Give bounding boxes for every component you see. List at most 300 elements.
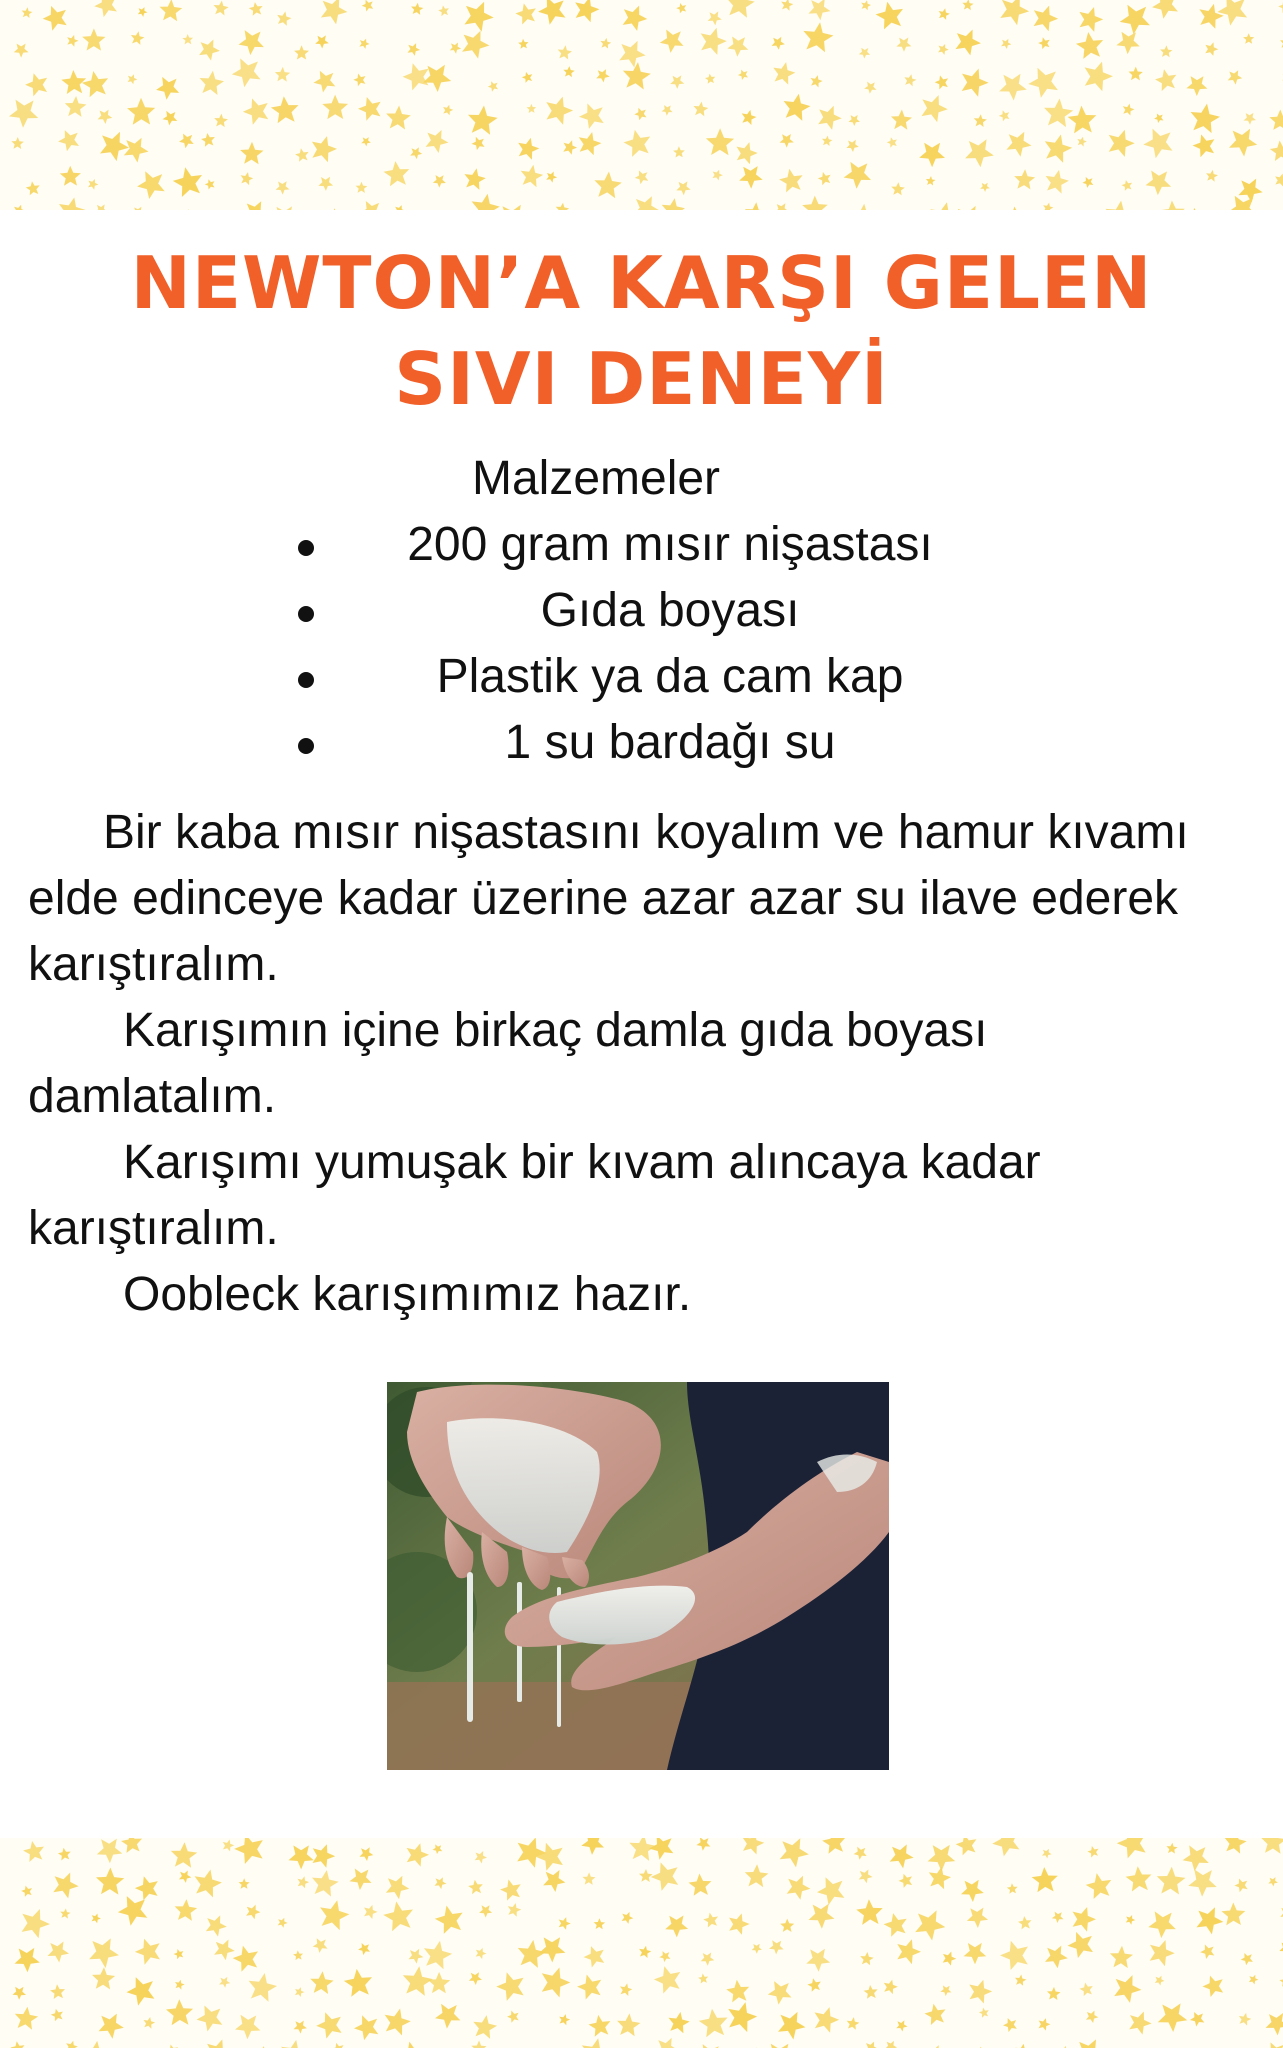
star-icon <box>156 77 179 100</box>
star-icon <box>1117 1838 1146 1858</box>
star-icon <box>298 1876 310 1888</box>
star-icon <box>861 0 871 10</box>
materials-item-label: 200 gram mısır nişastası <box>407 518 933 571</box>
star-icon <box>25 73 47 96</box>
star-icon <box>1152 0 1178 19</box>
star-icon <box>92 1967 115 1989</box>
star-icon <box>223 1840 234 1852</box>
star-icon <box>127 98 155 125</box>
star-icon <box>583 1872 596 1885</box>
star-icon <box>271 96 299 123</box>
star-icon <box>294 2021 307 2034</box>
star-icon <box>962 69 989 97</box>
star-icon <box>885 2041 897 2048</box>
star-icon <box>207 2039 232 2048</box>
star-icon <box>623 6 648 31</box>
star-icon <box>891 182 905 195</box>
materials-item <box>290 578 1010 644</box>
star-icon <box>1205 42 1218 56</box>
star-icon <box>1249 1975 1259 1985</box>
star-icon <box>235 2015 260 2039</box>
star-icon <box>896 2020 907 2031</box>
star-icon <box>546 172 557 183</box>
star-icon <box>938 44 949 55</box>
star-icon <box>1123 104 1135 116</box>
star-icon <box>1042 1849 1052 1859</box>
star-icon <box>859 1869 873 1883</box>
star-icon <box>472 194 500 210</box>
bullet-icon <box>298 672 314 688</box>
star-icon <box>802 196 828 210</box>
star-icon <box>974 114 987 127</box>
star-icon <box>808 0 830 20</box>
star-icon <box>96 1868 124 1895</box>
star-icon <box>131 31 145 45</box>
star-icon <box>234 1838 263 1864</box>
star-icon <box>890 1844 914 1868</box>
star-icon <box>89 1938 119 1968</box>
star-icon <box>577 1975 601 2000</box>
star-icon <box>656 2038 678 2048</box>
bullet-icon <box>298 738 314 754</box>
star-icon <box>803 22 833 52</box>
star-icon <box>660 30 684 53</box>
star-icon <box>43 6 67 31</box>
star-icon <box>205 179 215 189</box>
star-icon <box>623 62 651 89</box>
star-icon <box>50 1984 65 1999</box>
star-icon <box>859 48 870 59</box>
star-icon <box>1200 1945 1214 1960</box>
star-icon <box>1193 134 1215 157</box>
star-icon <box>670 75 684 89</box>
star-icon <box>1126 1866 1152 1891</box>
star-icon <box>314 71 336 93</box>
bullet-icon <box>298 540 314 556</box>
star-icon <box>61 70 86 94</box>
star-icon <box>295 1987 304 1997</box>
star-icon <box>522 72 533 83</box>
star-icon <box>1155 69 1176 91</box>
star-icon <box>955 206 984 210</box>
star-icon <box>915 1910 945 1940</box>
star-icon <box>849 115 861 126</box>
star-icon <box>930 202 958 210</box>
star-icon <box>527 104 537 113</box>
star-icon <box>806 1949 830 1972</box>
title-line-2: SIVI DENEYİ <box>394 337 889 421</box>
star-icon <box>784 94 811 121</box>
materials-item-label: Plastik ya da cam kap <box>436 650 904 703</box>
star-icon <box>94 0 117 17</box>
star-icon <box>320 1900 349 1930</box>
star-pattern-svg <box>0 1838 1283 2048</box>
star-icon <box>922 95 948 122</box>
star-icon <box>1150 1940 1175 1966</box>
star-icon <box>163 111 178 126</box>
star-pattern-svg <box>0 0 1283 210</box>
star-icon <box>1003 2018 1017 2032</box>
star-icon <box>423 65 451 92</box>
star-icon <box>1279 1975 1283 1986</box>
star-icon <box>864 1985 878 1999</box>
star-icon <box>904 74 916 86</box>
star-icon <box>596 69 609 82</box>
star-icon <box>1222 1903 1246 1926</box>
star-icon <box>1126 1915 1136 1925</box>
star-icon <box>864 82 876 94</box>
star-icon <box>313 1938 328 1953</box>
star-icon <box>1269 110 1283 131</box>
star-icon <box>361 137 371 146</box>
star-icon <box>383 1901 413 1931</box>
star-icon <box>1129 2012 1151 2035</box>
star-icon <box>435 1877 447 1889</box>
star-icon <box>1073 1907 1096 1932</box>
star-icon <box>137 171 165 199</box>
star-icon <box>322 95 348 120</box>
star-icon <box>579 132 602 155</box>
star-icon <box>1239 2013 1251 2026</box>
star-icon <box>219 1977 230 1988</box>
star-icon <box>962 0 973 10</box>
star-icon <box>472 137 485 150</box>
star-icon <box>410 147 422 159</box>
star-icon <box>854 1847 867 1860</box>
star-icon <box>517 1838 546 1868</box>
star-icon <box>321 0 348 24</box>
star-icon <box>1160 45 1172 57</box>
star-icon <box>99 2014 124 2039</box>
materials-item <box>290 644 1010 710</box>
star-icon <box>584 1946 605 1967</box>
page-title <box>0 235 1283 427</box>
instruction-paragraph: Karışımın içine birkaç damla gıda boyası damlatalım. <box>28 1004 988 1123</box>
star-icon <box>896 38 911 52</box>
star-icon <box>961 1880 984 1902</box>
star-icon <box>884 1980 898 1995</box>
star-icon <box>563 140 577 154</box>
instruction-paragraph: Oobleck karışımımız hazır. <box>123 1268 692 1321</box>
star-icon <box>1045 135 1072 163</box>
star-icon <box>22 7 33 18</box>
star-icon <box>160 0 183 21</box>
star-icon <box>738 70 748 80</box>
star-icon <box>1264 2042 1283 2048</box>
star-icon <box>464 168 485 190</box>
star-icon <box>1167 1843 1178 1854</box>
star-icon <box>884 1913 907 1937</box>
star-icon <box>1038 37 1050 49</box>
star-icon <box>92 1914 101 1924</box>
star-icon <box>1154 114 1163 124</box>
star-icon <box>1238 179 1262 203</box>
materials-item-label: Gıda boyası <box>540 584 800 637</box>
star-icon <box>58 1848 71 1861</box>
star-icon <box>773 62 795 85</box>
star-icon <box>521 165 543 187</box>
star-icon <box>726 1980 749 2003</box>
star-icon <box>289 1845 314 1869</box>
star-icon <box>473 2015 497 2039</box>
star-icon <box>1110 1946 1133 1968</box>
star-icon <box>619 41 645 68</box>
star-icon <box>9 100 38 128</box>
star-icon <box>925 2004 946 2025</box>
star-icon <box>48 1942 69 1963</box>
star-icon <box>239 1878 250 1889</box>
star-icon <box>999 74 1027 101</box>
star-icon <box>673 146 685 157</box>
star-icon <box>118 1896 147 1926</box>
star-icon <box>384 161 410 186</box>
star-icon <box>133 207 145 210</box>
star-icon <box>1007 1883 1018 1894</box>
star-icon <box>1183 1845 1209 1871</box>
star-icon <box>1015 1975 1026 1986</box>
star-icon <box>354 2015 378 2040</box>
star-icon <box>1186 76 1207 96</box>
star-icon <box>1234 1879 1247 1893</box>
star-icon <box>14 205 25 210</box>
star-icon <box>51 2009 63 2022</box>
star-icon <box>1052 1912 1064 1923</box>
star-icon <box>1275 174 1283 187</box>
materials-item-label: 1 su bardağı su <box>504 716 836 769</box>
star-icon <box>433 1844 443 1854</box>
star-icon <box>435 2004 460 2029</box>
star-icon <box>856 1899 882 1925</box>
star-icon <box>201 133 215 147</box>
star-icon <box>705 74 715 84</box>
star-icon <box>713 170 723 181</box>
star-icon <box>95 204 107 210</box>
star-icon <box>174 1949 184 1959</box>
star-icon <box>518 1940 546 1968</box>
star-icon <box>1079 7 1103 32</box>
star-icon <box>589 2015 611 2037</box>
star-icon <box>323 208 347 210</box>
star-icon <box>815 2007 840 2033</box>
star-icon <box>1083 177 1094 188</box>
star-icon <box>364 1905 377 1919</box>
star-icon <box>617 2013 640 2036</box>
star-icon <box>97 1839 123 1864</box>
star-icon <box>539 1937 566 1962</box>
star-icon <box>60 166 81 186</box>
star-icon <box>176 209 202 210</box>
star-icon <box>559 2014 570 2025</box>
star-icon <box>536 1843 563 1871</box>
star-icon <box>696 2044 722 2048</box>
star-icon <box>594 172 621 199</box>
star-icon <box>1109 130 1135 157</box>
star-icon <box>964 1943 987 1965</box>
star-icon <box>780 1919 794 1932</box>
star-icon <box>1014 169 1035 189</box>
star-icon <box>1217 0 1247 26</box>
star-icon <box>696 1838 710 1851</box>
star-icon <box>386 106 411 130</box>
star-icon <box>316 2012 341 2038</box>
star-icon <box>1086 1873 1112 1899</box>
star-icon <box>395 205 406 210</box>
star-icon <box>13 1987 27 2000</box>
star-icon <box>992 1838 1019 1856</box>
star-icon <box>703 1913 718 1928</box>
star-icon <box>243 98 268 124</box>
star-icon <box>399 2042 425 2048</box>
star-icon <box>435 1906 463 1934</box>
star-icon <box>1155 1976 1165 1986</box>
star-icon <box>295 148 309 162</box>
star-icon <box>556 203 569 210</box>
star-icon <box>967 1908 988 1928</box>
star-icon <box>620 1983 632 1996</box>
star-icon <box>780 1838 809 1867</box>
bullet-icon <box>298 606 314 622</box>
star-icon <box>476 1948 487 1959</box>
star-icon <box>739 166 763 189</box>
star-icon <box>1080 1983 1093 1997</box>
star-icon <box>1000 1941 1028 1970</box>
star-icon <box>600 38 611 49</box>
star-icon <box>654 1966 680 1993</box>
star-icon <box>433 175 446 188</box>
star-icon <box>662 105 673 116</box>
star-icon <box>443 105 453 116</box>
star-icon <box>88 179 98 190</box>
star-icon <box>100 132 129 161</box>
star-icon <box>26 181 40 195</box>
star-icon <box>471 2041 486 2048</box>
star-icon <box>409 1949 424 1964</box>
star-icon <box>546 97 573 125</box>
materials-item <box>290 710 1010 776</box>
star-icon <box>59 197 85 210</box>
star-icon <box>701 28 727 55</box>
star-icon <box>639 1946 651 1958</box>
star-icon <box>649 1838 673 1860</box>
star-icon <box>1243 33 1254 44</box>
star-icon <box>582 2038 610 2048</box>
star-icon <box>1015 2044 1030 2048</box>
star-icon <box>246 1905 260 1920</box>
star-icon <box>464 2 493 32</box>
star-icon <box>182 34 193 44</box>
star-icon <box>1261 1838 1283 1854</box>
star-icon <box>173 167 202 197</box>
star-icon <box>581 1838 604 1855</box>
star-icon <box>629 1838 656 1861</box>
star-icon <box>138 7 148 17</box>
star-icon <box>1116 32 1139 55</box>
star-icon <box>1034 6 1059 32</box>
star-icon <box>897 1939 921 1964</box>
star-icon <box>969 1980 992 2004</box>
star-icon <box>195 1870 222 1898</box>
star-icon <box>543 1870 565 1892</box>
star-icon <box>929 1867 951 1890</box>
star-icon <box>23 1841 44 1862</box>
star-icon <box>659 1951 670 1962</box>
star-icon <box>403 63 429 90</box>
star-icon <box>1047 1987 1061 2000</box>
materials-heading: Malzemeler <box>471 452 721 505</box>
star-icon <box>65 96 87 117</box>
star-icon <box>1241 1953 1253 1965</box>
materials-item <box>290 512 1010 578</box>
star-icon <box>781 0 793 11</box>
star-icon <box>919 143 945 168</box>
star-icon <box>411 3 423 15</box>
star-icon <box>624 130 651 157</box>
star-icon <box>206 1915 227 1936</box>
star-icon <box>240 142 263 164</box>
star-icon <box>698 1974 708 1984</box>
star-icon <box>241 172 254 185</box>
star-icon <box>1270 141 1283 162</box>
star-icon <box>1279 1942 1283 1956</box>
star-icon <box>542 1968 571 1998</box>
star-icon <box>851 204 877 210</box>
star-icon <box>66 2041 78 2048</box>
star-icon <box>1076 2039 1103 2048</box>
star-icon <box>276 181 290 194</box>
star-icon <box>462 31 489 59</box>
star-icon <box>727 37 748 57</box>
star-icon <box>1203 1976 1224 1997</box>
star-icon <box>809 1904 835 1929</box>
star-icon <box>359 39 369 49</box>
star-icon <box>635 170 649 184</box>
star-icon <box>82 71 108 97</box>
star-icon <box>706 128 734 155</box>
star-icon <box>818 106 842 130</box>
star-icon <box>11 2041 25 2048</box>
star-icon <box>518 138 539 160</box>
star-icon <box>1199 4 1223 29</box>
star-icon <box>332 2043 344 2048</box>
star-icon <box>1224 1838 1246 1854</box>
star-icon <box>508 1903 521 1917</box>
star-icon <box>272 206 297 210</box>
star-icon <box>199 40 220 61</box>
star-icon <box>1077 137 1087 147</box>
star-icon <box>358 97 381 121</box>
star-icon <box>1006 132 1031 157</box>
star-icon <box>358 1943 370 1955</box>
star-icon <box>1188 1869 1216 1896</box>
star-icon <box>594 1918 605 1929</box>
star-icon <box>179 134 194 149</box>
star-icon <box>1068 1932 1094 1958</box>
star-icon <box>127 1977 155 2006</box>
star-icon <box>249 1973 277 2002</box>
star-icon <box>939 8 950 20</box>
star-icon <box>277 11 291 25</box>
star-icon <box>281 2040 307 2048</box>
star-icon <box>239 30 264 55</box>
star-icon <box>639 1869 653 1882</box>
star-icon <box>844 162 871 189</box>
star-icon <box>82 28 105 50</box>
star-icon <box>1106 201 1134 210</box>
materials-list <box>290 512 1010 776</box>
star-icon <box>518 39 528 49</box>
star-icon <box>144 2017 156 2029</box>
star-icon <box>980 183 990 192</box>
